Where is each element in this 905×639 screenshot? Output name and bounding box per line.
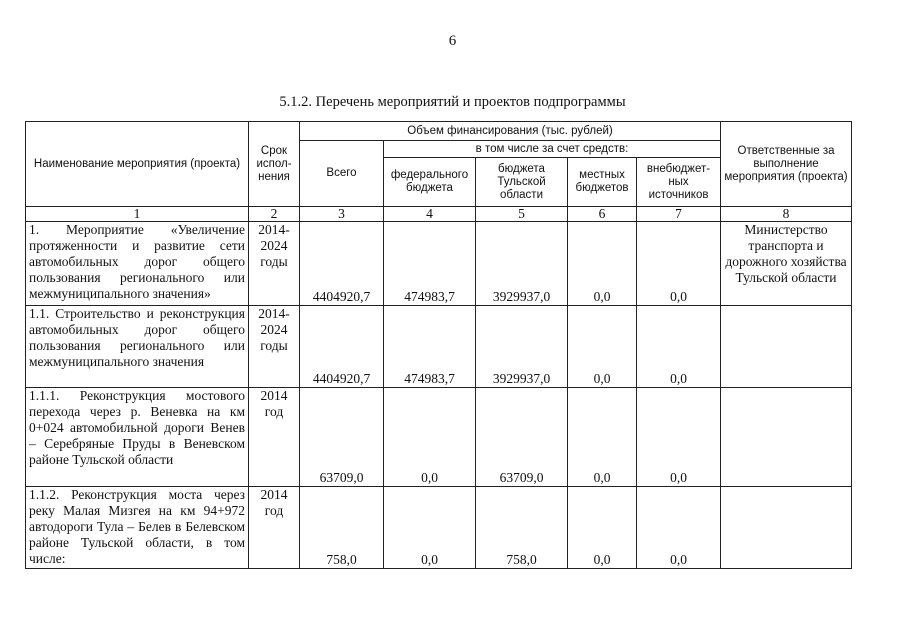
header-sources: в том числе за счет средств: <box>384 141 721 158</box>
funding-total: 4404920,7 <box>300 222 384 306</box>
column-number: 5 <box>476 207 568 222</box>
measures-table <box>25 121 852 569</box>
header-term: Срок испол-нения <box>249 122 300 207</box>
responsible-party <box>721 306 852 388</box>
column-number: 4 <box>384 207 476 222</box>
column-number: 3 <box>300 207 384 222</box>
table-row <box>26 388 852 487</box>
funding-total: 4404920,7 <box>300 306 384 388</box>
table-row <box>26 306 852 388</box>
column-number: 8 <box>721 207 852 222</box>
table-row <box>26 487 852 569</box>
funding-regional: 63709,0 <box>476 388 568 487</box>
column-number: 1 <box>26 207 249 222</box>
measure-term: 2014 год <box>249 487 300 569</box>
column-number: 2 <box>249 207 300 222</box>
funding-local: 0,0 <box>568 487 637 569</box>
funding-offbudget: 0,0 <box>637 388 721 487</box>
header-federal: федерального бюджета <box>384 158 476 207</box>
responsible-party <box>721 487 852 569</box>
measure-term: 2014-2024 годы <box>249 222 300 306</box>
funding-federal: 474983,7 <box>384 306 476 388</box>
header-local: местных бюджетов <box>568 158 637 207</box>
header-name: Наименование мероприятия (проекта) <box>26 122 249 207</box>
measure-term: 2014 год <box>249 388 300 487</box>
responsible-party: Министерство транспорта и дорожного хозяйства Тульской области <box>721 222 852 306</box>
funding-federal: 0,0 <box>384 487 476 569</box>
funding-total: 758,0 <box>300 487 384 569</box>
funding-regional: 3929937,0 <box>476 222 568 306</box>
funding-offbudget: 0,0 <box>637 487 721 569</box>
funding-regional: 3929937,0 <box>476 306 568 388</box>
responsible-party <box>721 388 852 487</box>
header-regional: бюджета Тульской области <box>476 158 568 207</box>
column-number-row <box>26 207 852 222</box>
funding-offbudget: 0,0 <box>637 306 721 388</box>
funding-offbudget: 0,0 <box>637 222 721 306</box>
measure-name: 1.1.2. Реконструкция моста через реку Малая Мизгея на км 94+972 автодороги Тула – Белев в Белевском районе Тульской области, в том числе: <box>26 487 249 569</box>
section-title: 5.1.2. Перечень мероприятий и проектов подпрограммы <box>279 94 626 110</box>
column-number: 6 <box>568 207 637 222</box>
funding-local: 0,0 <box>568 306 637 388</box>
measure-name: 1.1. Строительство и реконструкция автомобильных дорог общего пользования регионального или межмуниципального значения <box>26 306 249 388</box>
funding-total: 63709,0 <box>300 388 384 487</box>
header-funding: Объем финансирования (тыс. рублей) <box>300 122 721 141</box>
header-total: Всего <box>300 141 384 207</box>
measure-term: 2014-2024 годы <box>249 306 300 388</box>
funding-federal: 0,0 <box>384 388 476 487</box>
funding-local: 0,0 <box>568 388 637 487</box>
header-offbudget: внебюджет-ных источников <box>637 158 721 207</box>
measure-name: 1. Мероприятие «Увеличение протяженности и развитие сети автомобильных дорог общего пользования регионального или межмуниципального значения» <box>26 222 249 306</box>
page-number: 6 <box>448 33 457 49</box>
funding-regional: 758,0 <box>476 487 568 569</box>
table-row <box>26 222 852 306</box>
measure-name: 1.1.1. Реконструкция мостового перехода через р. Веневка на км 0+024 автомобильной дороги Венев – Серебряные Пруды в Веневском районе Тульской области <box>26 388 249 487</box>
funding-local: 0,0 <box>568 222 637 306</box>
header-responsible: Ответственные за выполнение мероприятия (проекта) <box>721 122 852 207</box>
funding-federal: 474983,7 <box>384 222 476 306</box>
column-number: 7 <box>637 207 721 222</box>
